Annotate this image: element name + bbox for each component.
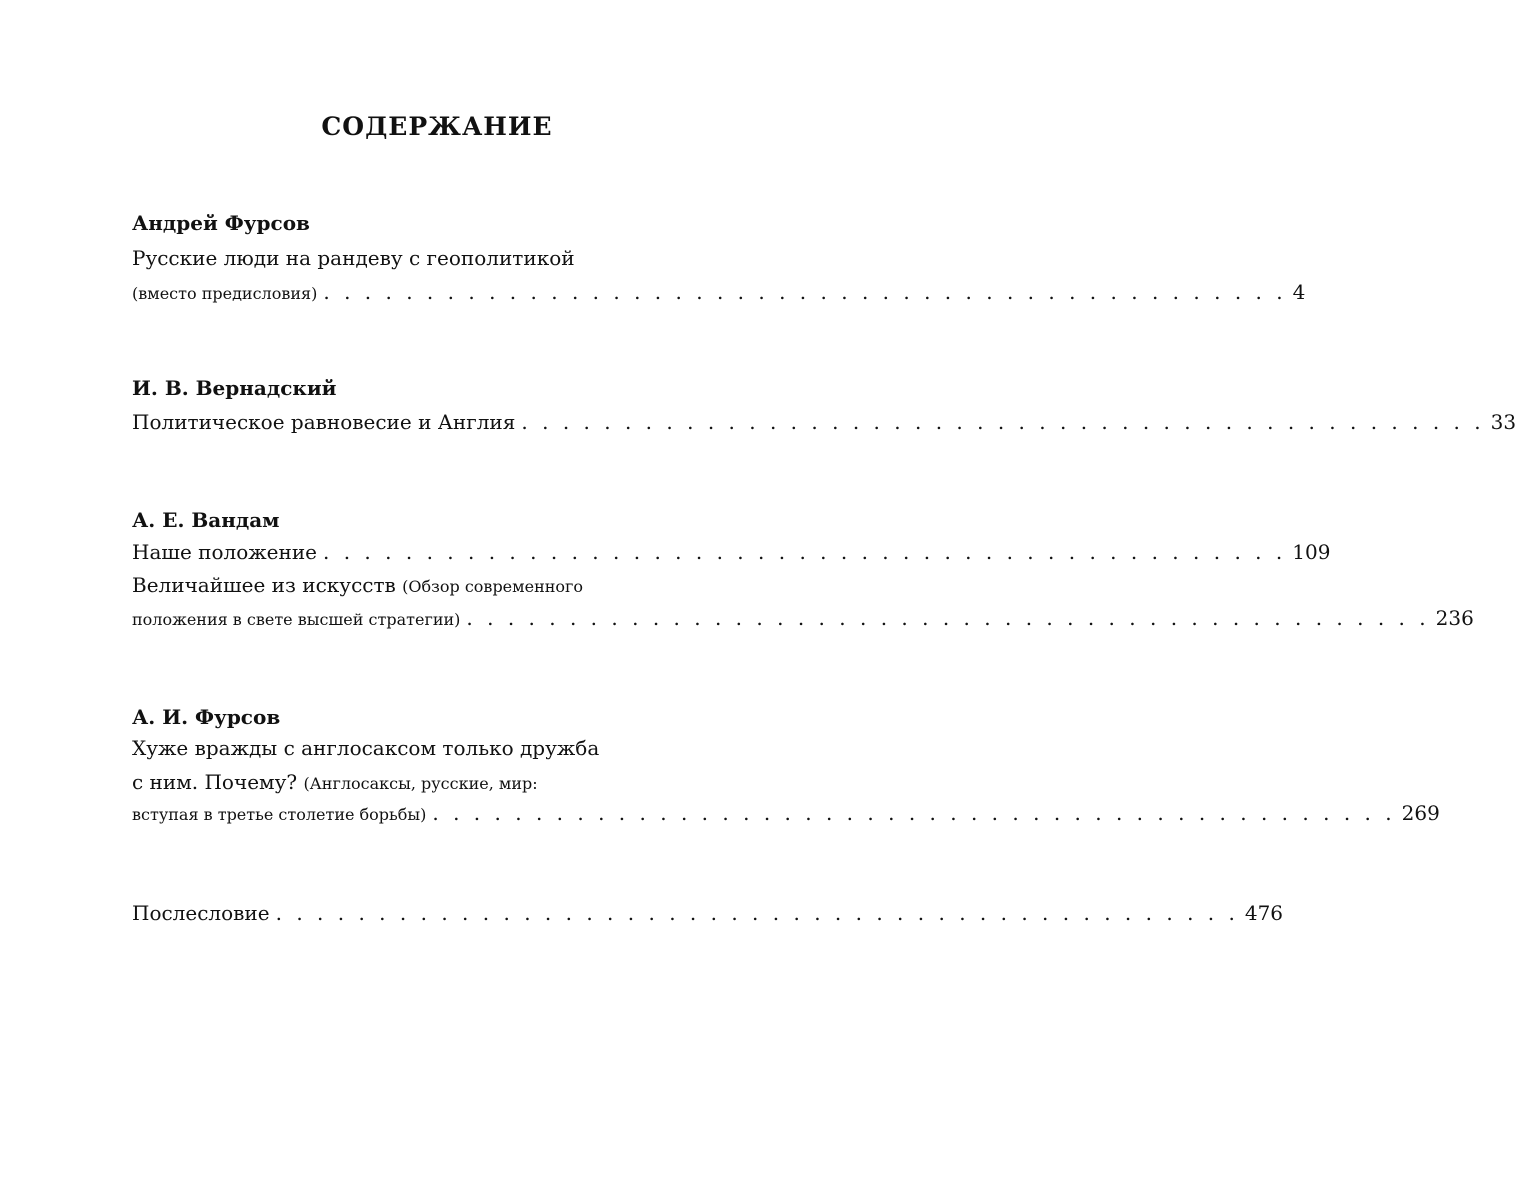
dot-leader: . . . . . . . . . . . . . . . . . . . . . . . . . . . . . . . . . . . . . . . . . . . . . . . [323,280,1287,304]
toc-entry-anglosaxons[interactable] [132,801,1440,827]
page-number: 109 [1292,540,1331,564]
entry-subtitle: (Обзор современного [402,577,584,596]
toc-entry-greatest-art[interactable] [132,606,1474,632]
page-number: 236 [1435,606,1474,630]
entry-subtitle: положения в свете высшей стратегии) [132,610,461,629]
dot-leader: . . . . . . . . . . . . . . . . . . . . . . . . . . . . . . . . . . . . . . . . . . . . . . . [323,540,1287,564]
entry-title-main: Величайшее из искусств [132,573,396,597]
entry-subtitle: вступая в третье столетие борьбы) [132,805,427,824]
toc-entry-intro[interactable] [132,280,1306,306]
toc-entry-equilibrium[interactable] [132,410,1516,436]
author-fursov-andrei: Андрей Фурсов [132,211,310,235]
dot-leader: . . . . . . . . . . . . . . . . . . . . . . . . . . . . . . . . . . . . . . . . . . . . . . . [275,901,1239,925]
page-number: 4 [1292,280,1306,304]
page-number: 476 [1244,901,1284,925]
entry-title: Русские люди на рандеву с геополитикой [132,246,575,270]
entry-title: Наше положение [132,540,317,564]
entry-title: Политическое равновесие и Англия [132,410,516,434]
page-number: 269 [1401,801,1440,825]
entry-subtitle: (вместо предисловия) [132,284,318,303]
author-vandam: А. Е. Вандам [132,508,280,532]
page-title: СОДЕРЖАНИЕ [321,112,553,141]
entry-title-cont [132,772,538,792]
page-number: 33 [1490,410,1516,434]
toc-entry-our-position[interactable] [132,540,1331,566]
author-vernadsky: И. В. Вернадский [132,376,337,400]
entry-title: Хуже вражды с англосаксом только дружба [132,736,600,760]
dot-leader: . . . . . . . . . . . . . . . . . . . . . . . . . . . . . . . . . . . . . . . . . . . . . . . [521,410,1485,434]
dot-leader: . . . . . . . . . . . . . . . . . . . . . . . . . . . . . . . . . . . . . . . . . . . . . . . [466,606,1430,630]
author-fursov-ai: А. И. Фурсов [132,705,281,729]
toc-entry-afterword[interactable] [132,901,1284,927]
entry-subtitle: (Англосаксы, русские, мир: [303,774,538,793]
dot-leader: . . . . . . . . . . . . . . . . . . . . . . . . . . . . . . . . . . . . . . . . . . . . . . . [432,801,1396,825]
entry-title-main: с ним. Почему? [132,770,298,794]
entry-title [132,575,583,595]
entry-title: Послесловие [132,901,270,925]
